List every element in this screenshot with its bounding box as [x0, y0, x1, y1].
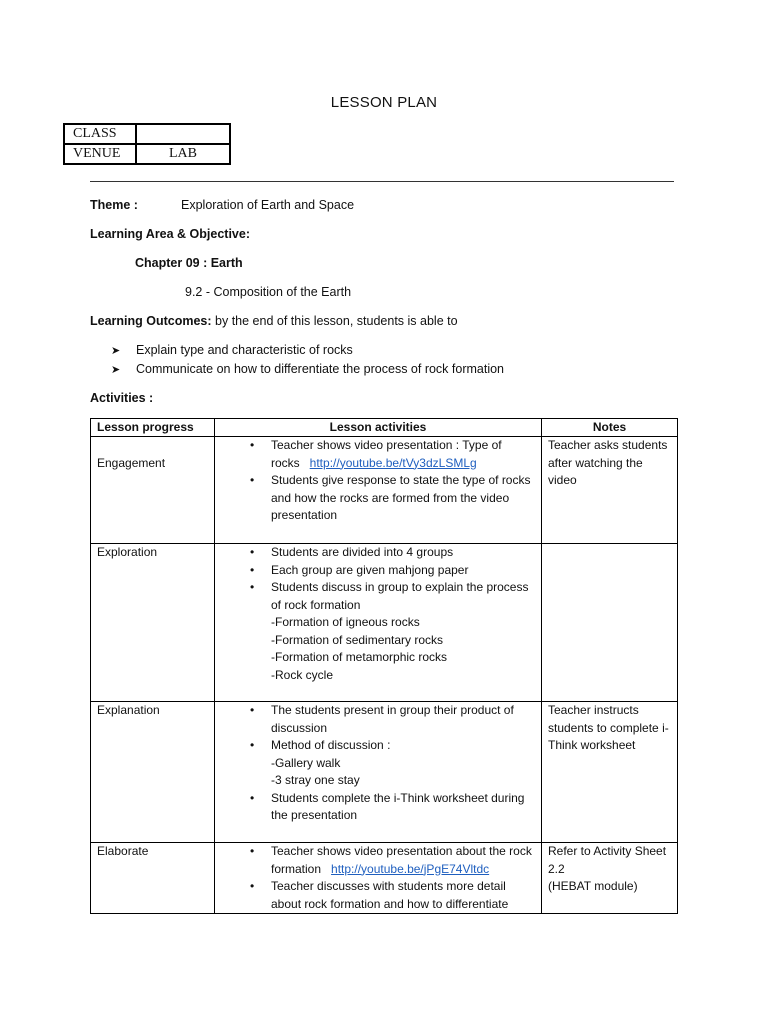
learning-outcomes-label: Learning Outcomes: [90, 314, 212, 328]
venue-value: LAB [136, 144, 230, 164]
activity-item [271, 843, 535, 878]
header-lesson-progress: Lesson progress [91, 419, 215, 437]
table-header-row [91, 419, 678, 437]
activities-cell [215, 843, 542, 914]
arrow-bullet-icon: ➤ [111, 345, 121, 357]
activity-item: • Each group are given mahjong paper [271, 562, 535, 580]
venue-label: VENUE [64, 144, 136, 164]
notes-text: (HEBAT module) [548, 879, 638, 893]
theme-value: Exploration of Earth and Space [181, 198, 355, 212]
notes-cell: Teacher asks students after watching the video [542, 437, 678, 544]
outcome-text: Communicate on how to differentiate the process of rock formation [136, 362, 505, 376]
subtopic-heading: 9.2 - Composition of the Earth [185, 285, 352, 299]
outcome-text: Explain type and characteristic of rocks [136, 343, 353, 357]
activities-table [90, 418, 678, 914]
learning-outcomes [90, 314, 458, 328]
outcome-item [111, 362, 504, 376]
phase-cell: Elaborate [91, 843, 215, 914]
class-label: CLASS [64, 124, 136, 144]
activity-item: • Students are divided into 4 groups [271, 544, 535, 562]
video-link[interactable]: http://youtube.be/tVy3dzLSMLg [309, 455, 477, 470]
arrow-bullet-icon: ➤ [111, 364, 121, 376]
activity-item [271, 437, 535, 472]
activities-cell [215, 544, 542, 702]
activity-subitem: -Formation of igneous rocks [271, 615, 420, 629]
activities-cell [215, 437, 542, 544]
activity-text: Teacher shows video presentation : Type of rocks [271, 438, 502, 470]
notes-cell [542, 544, 678, 702]
page-title: LESSON PLAN [330, 94, 438, 111]
activity-text: • Students discuss in group to explain the process of rock formation [271, 580, 529, 612]
notes-cell: Teacher instructs students to complete i-Think worksheet [542, 702, 678, 843]
horizontal-divider [90, 181, 674, 182]
activity-item [271, 579, 535, 684]
activity-subitem: -Rock cycle [271, 667, 334, 682]
activity-list [221, 843, 535, 913]
notes-cell [542, 843, 678, 914]
notes-text: Refer to Activity Sheet 2.2 [548, 844, 667, 876]
activity-item: • Teacher discusses with students more detail about rock formation and how to differentiate [271, 878, 535, 913]
activity-item: • The students present in group their product of discussion [271, 702, 535, 737]
phase-cell: Engagement [91, 437, 215, 544]
activity-text: • Method of discussion : [271, 738, 391, 752]
activities-label: Activities : [90, 391, 154, 405]
table-row [91, 544, 678, 702]
outcome-item [111, 343, 353, 357]
table-row [91, 843, 678, 914]
activity-item [271, 737, 535, 790]
class-value [136, 124, 230, 144]
video-link[interactable]: http://youtube.be/jPgE74Vltdc [331, 861, 490, 876]
activity-subitem: -Gallery walk [271, 755, 341, 770]
header-notes: Notes [542, 419, 678, 437]
class-venue-box [63, 123, 231, 165]
activity-subitem: -Formation of metamorphic rocks [271, 650, 448, 664]
header-lesson-activities: Lesson activities [215, 419, 542, 437]
activity-list [221, 437, 535, 525]
activities-cell [215, 702, 542, 843]
activity-item: • Students give response to state the type of rocks and how the rocks are formed from the video presentation [271, 472, 535, 525]
activity-item: • Students complete the i-Think worksheet during the presentation [271, 790, 535, 825]
phase-cell: Exploration [91, 544, 215, 702]
activity-text: Teacher shows video presentation about the rock formation [271, 844, 532, 876]
chapter-heading: Chapter 09 : Earth [135, 256, 243, 270]
table-row [91, 702, 678, 843]
activity-subitem: -3 stray one stay [271, 773, 360, 787]
learning-outcomes-text: by the end of this lesson, students is able to [215, 314, 458, 328]
learning-area-label: Learning Area & Objective: [90, 227, 250, 241]
table-row [91, 437, 678, 544]
phase-cell: Explanation [91, 702, 215, 843]
activity-subitem: -Formation of sedimentary rocks [271, 632, 444, 647]
activity-list [221, 702, 535, 825]
activity-list [221, 544, 535, 684]
theme-label: Theme : [90, 198, 138, 212]
